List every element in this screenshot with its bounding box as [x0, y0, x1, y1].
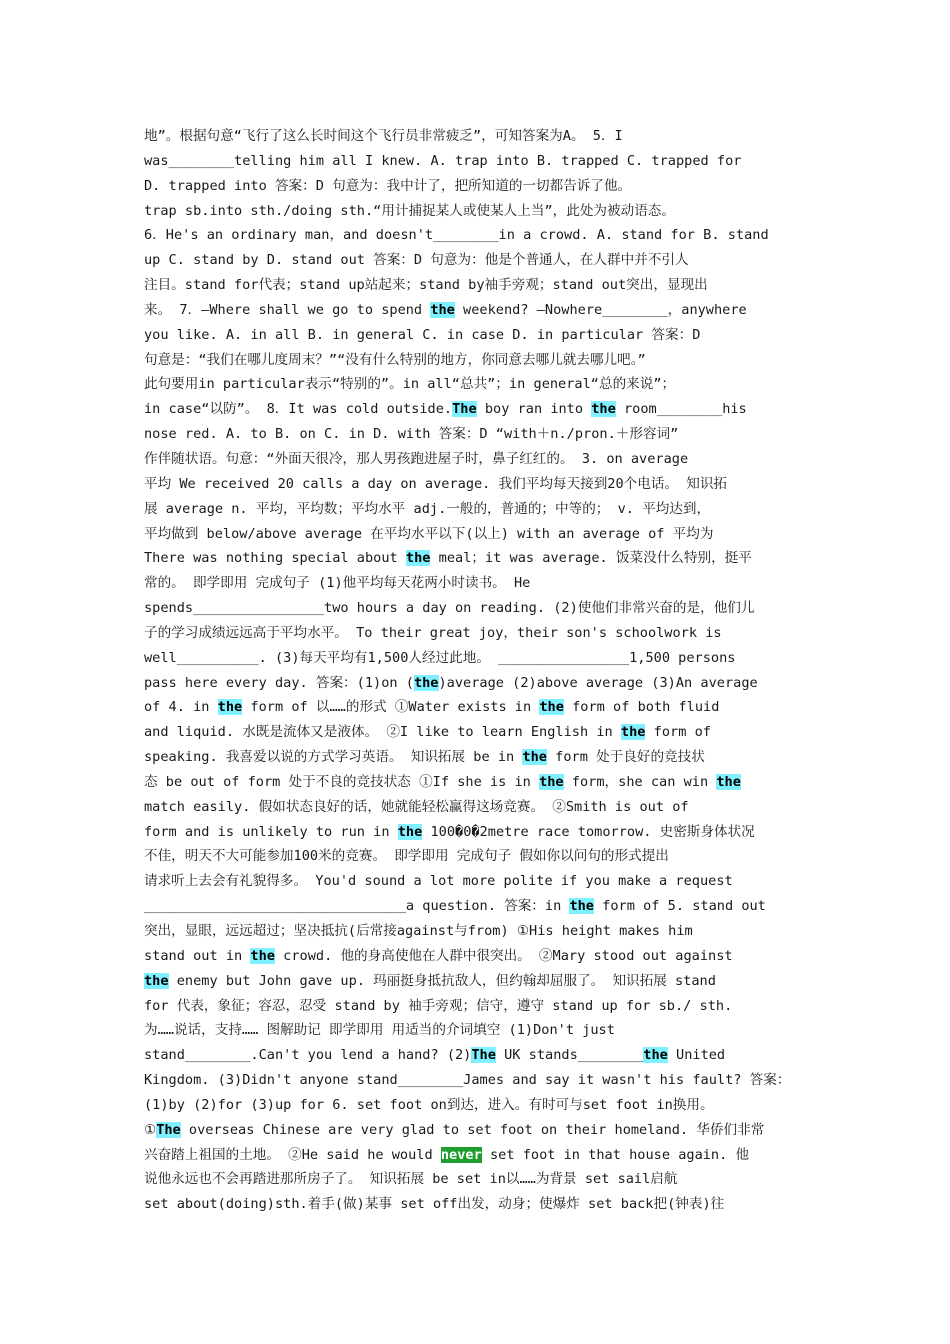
highlighted-word: the — [405, 550, 431, 567]
text-line — [144, 795, 808, 820]
text-line — [144, 646, 808, 671]
text-segment: form，she can win — [563, 773, 717, 790]
text-line — [144, 124, 808, 149]
text-segment: (1)by (2)for (3)up for 6. set foot on到达，进入。有时可与set foot in换用。 — [144, 1096, 714, 1113]
text-segment: 为……说话，支持…… 图解助记 即学即用 用适当的介词填空 (1)Don't just — [144, 1022, 615, 1039]
text-line — [144, 323, 808, 348]
text-line — [144, 522, 808, 547]
text-segment: boy ran into — [476, 401, 592, 418]
text-segment: spends________________two hours a day on reading. (2)使他们非常兴奋的是，他们儿 — [144, 600, 755, 617]
text-segment: match easily. 假如状态良好的话，她就能轻松赢得这场竞赛。 ②Smith is out of — [144, 798, 689, 815]
text-line — [144, 894, 808, 919]
text-segment: Kingdom. (3)Didn't anyone stand________James and say it wasn't his fault? 答案： — [144, 1072, 791, 1089]
text-line — [144, 1068, 808, 1093]
text-segment: pass here every day. 答案：(1)on ( — [144, 674, 414, 691]
text-segment: form 处于良好的竞技状 — [546, 749, 705, 766]
text-segment: was________telling him all I knew. A. trap into B. trapped C. trapped for — [144, 152, 742, 169]
text-segment: There was nothing special about — [144, 550, 406, 567]
text-line — [144, 497, 808, 522]
text-line — [144, 397, 808, 422]
text-segment: set foot in that house again. 他 — [481, 1146, 750, 1163]
text-segment: meal；it was average. 饭菜没什么特别，挺平 — [430, 550, 752, 567]
text-segment: enemy but John gave up. 玛丽挺身抵抗敌人，但约翰却屈服了。 知识拓展 stand — [168, 972, 716, 989]
text-line — [144, 844, 808, 869]
text-segment: 说他永远也不会再踏进那所房子了。 知识拓展 be set in以……为背景 set sail启航 — [144, 1171, 678, 1188]
text-line — [144, 1167, 808, 1192]
highlighted-word: the — [539, 773, 564, 790]
text-segment: you like. A. in all B. in general C. in case D. in particular 答案：D — [144, 326, 701, 343]
text-line — [144, 422, 808, 447]
text-segment: 请求听上去会有礼貌得多。 You'd sound a lot more polite if you make a request — [144, 873, 733, 890]
text-line — [144, 571, 808, 596]
text-segment: well__________. (3)每天平均有1,500人经过此地。 ________________1,500 persons — [144, 649, 736, 666]
text-segment: UK stands________ — [495, 1047, 644, 1064]
text-segment: for 代表，象征；容忍，忍受 stand by 袖手旁观；信守，遵守 stand up for sb./ sth. — [144, 997, 733, 1014]
highlighted-word: the — [430, 301, 455, 318]
text-line — [144, 1093, 808, 1118]
text-segment: 平均 We received 20 calls a day on average. 我们平均每天接到20个电话。 知识拓 — [144, 475, 728, 492]
text-segment: up C. stand by D. stand out 答案：D 句意为：他是个普通人，在人群中并不引人 — [144, 252, 689, 269]
text-line — [144, 770, 808, 795]
text-line — [144, 223, 808, 248]
highlighted-word: The — [156, 1121, 181, 1138]
text-line — [144, 1118, 808, 1143]
text-line — [144, 472, 808, 497]
text-segment: 地”。根据句意“飞行了这么长时间这个飞行员非常疲乏”，可知答案为A。 5．I — [144, 128, 623, 144]
document-page — [144, 124, 808, 1217]
text-segment: 作伴随状语。句意：“外面天很冷，那人男孩跑进屋子时，鼻子红红的。 3. on average — [144, 450, 689, 467]
text-line — [144, 372, 808, 397]
text-line — [144, 820, 808, 845]
text-segment: of 4. in — [144, 699, 218, 716]
text-line — [144, 621, 808, 646]
text-line — [144, 745, 808, 770]
text-segment: 突出，显眼，远远超过；坚决抵抗(后常接against与from) ①His height makes him — [144, 923, 693, 939]
highlighted-word: the — [413, 674, 439, 691]
text-segment: 注目。stand for代表；stand up站起来；stand by袖手旁观；stand out突出，显现出 — [144, 277, 708, 294]
text-segment: set about(doing)sth.着手(做)某事 set off出发，动身；使爆炸 set back把(钟表)往 — [144, 1196, 725, 1213]
highlighted-word: the — [250, 947, 275, 964]
text-segment: form of both fluid — [563, 699, 720, 716]
text-segment: 此句要用in particular表示“特别的”。in all“总共”；in general“总的来说”； — [144, 376, 676, 393]
text-segment: weekend? —Nowhere________，anywhere — [454, 301, 747, 318]
text-segment: 常的。 即学即用 完成句子 (1)他平均每天花两小时读书。 He — [144, 575, 531, 592]
text-line — [144, 199, 808, 224]
text-line — [144, 1143, 808, 1168]
text-line — [144, 149, 808, 174]
text-segment: nose red. A. to B. on C. in D. with 答案：D “with＋n./pron.＋形容词” — [144, 426, 679, 443]
text-segment: trap sb.into sth./doing sth.“用计捕捉某人或使某人上当”，此处为被动语态。 — [144, 202, 675, 219]
text-segment: ________________________________a question. 答案：in — [144, 898, 570, 915]
highlighted-word: the — [569, 898, 594, 915]
text-segment: 句意是：“我们在哪儿度周末？”“没有什么特别的地方，你同意去哪儿就去哪儿吧。” — [144, 351, 646, 368]
text-line — [144, 546, 808, 571]
text-segment: 不佳，明天不大可能参加100米的竞赛。 即学即用 完成句子 假如你以问句的形式提出 — [144, 848, 669, 865]
text-segment: form of 以……的形式 ①Water exists in — [242, 699, 540, 716]
text-segment: United — [667, 1047, 726, 1064]
text-line — [144, 273, 808, 298]
highlighted-word: the — [539, 699, 564, 716]
text-line — [144, 447, 808, 472]
highlighted-word: the — [522, 749, 547, 766]
text-segment: form of 5. stand out — [594, 898, 766, 915]
text-segment: form and is unlikely to run in — [144, 823, 398, 840]
highlighted-word: the — [716, 773, 741, 790]
text-segment: stand out in — [144, 947, 251, 964]
text-line — [144, 174, 808, 199]
text-segment: form of — [645, 724, 711, 741]
highlighted-word: the — [397, 823, 423, 840]
highlighted-word: The — [471, 1047, 496, 1064]
text-segment: 平均做到 below/above average 在平均水平以下(以上) with an average of 平均为 — [144, 525, 714, 542]
highlighted-word: the — [643, 1047, 668, 1064]
text-segment: 来。 7．—Where shall we go to spend — [144, 301, 431, 318]
text-segment: in case“以防”。 8．It was cold outside. — [144, 401, 453, 418]
text-segment: 6．He's an ordinary man，and doesn't________in a crowd. A. stand for B. stand — [144, 227, 769, 244]
text-line — [144, 298, 808, 323]
text-segment: room________his — [615, 401, 747, 418]
text-line — [144, 348, 808, 373]
text-line — [144, 1043, 808, 1068]
text-line — [144, 944, 808, 969]
text-segment: )average (2)above average (3)An average — [438, 674, 758, 691]
text-line — [144, 869, 808, 894]
highlighted-word: The — [452, 401, 477, 418]
text-line — [144, 695, 808, 720]
text-line — [144, 720, 808, 745]
highlighted-word: never — [440, 1146, 482, 1163]
text-line — [144, 1192, 808, 1217]
text-segment: D. trapped into 答案：D 句意为：我中计了，把所知道的一切都告诉了他。 — [144, 177, 632, 194]
highlighted-word: the — [620, 724, 646, 741]
text-segment: crowd. 他的身高使他在人群中很突出。 ②Mary stood out against — [274, 947, 733, 964]
highlighted-word: the — [144, 972, 169, 989]
text-line — [144, 994, 808, 1019]
text-line — [144, 969, 808, 994]
text-segment: stand________.Can't you lend a hand? (2) — [144, 1047, 472, 1064]
text-line — [144, 1018, 808, 1043]
text-segment: overseas Chinese are very glad to set foot on their homeland. 华侨们非常 — [180, 1121, 765, 1138]
text-line — [144, 671, 808, 696]
text-line — [144, 596, 808, 621]
text-segment: 100�0�2metre race tomorrow. 史密斯身体状况 — [422, 823, 755, 840]
text-segment: speaking. 我喜爱以说的方式学习英语。 知识拓展 be in — [144, 749, 523, 766]
highlighted-word: the — [591, 401, 616, 418]
text-line — [144, 248, 808, 273]
highlighted-word: the — [217, 699, 243, 716]
text-line — [144, 919, 808, 944]
text-segment: 展 average n. 平均，平均数；平均水平 adj.一般的，普通的；中等的； v. 平均达到， — [144, 500, 711, 517]
text-segment: and liquid. 水既是流体又是液体。 ②I like to learn English in — [144, 724, 621, 741]
text-segment: 子的学习成绩远远高于平均水平。 To their great joy，their son's schoolwork is — [144, 624, 722, 641]
text-segment: ① — [144, 1121, 157, 1138]
text-segment: 兴奋踏上祖国的土地。 ②He said he would — [144, 1146, 441, 1163]
text-segment: 态 be out of form 处于不良的竞技状态 ①If she is in — [144, 773, 540, 790]
